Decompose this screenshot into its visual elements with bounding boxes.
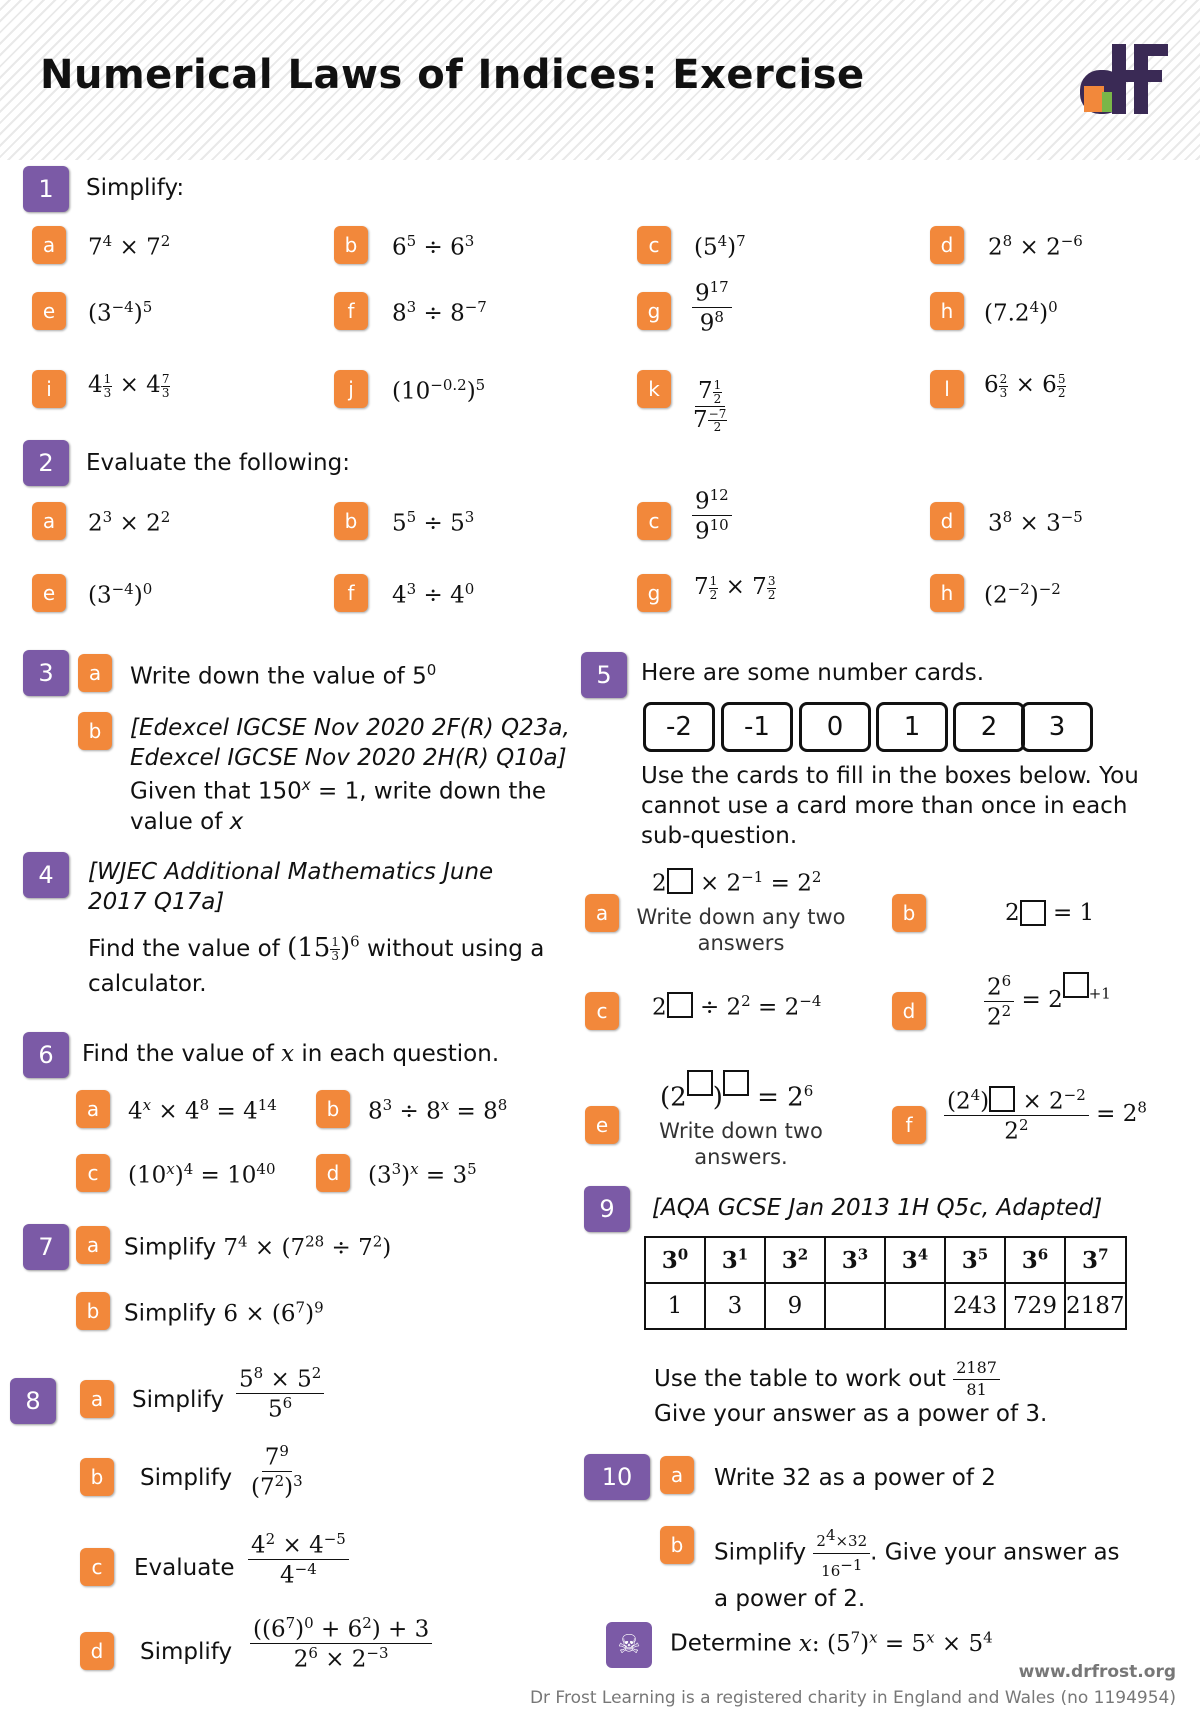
q1-part-e-badge: e	[32, 292, 66, 330]
q1f-expression: $8^3 \div 8^{-7}$	[392, 298, 487, 327]
q5e-note: Write down two answers.	[659, 1119, 823, 1170]
q2-prompt: Evaluate the following:	[86, 450, 350, 476]
q3-part-b-badge: b	[78, 712, 112, 750]
question-number-7: 7	[23, 1224, 69, 1270]
q1l-expression: 6 $\frac{2}{3}$ × 6 $\frac{5}{2}$	[984, 372, 1066, 400]
table-header-cell: $3^6$	[1005, 1237, 1065, 1283]
extension-text: Determine x: $(5^7)^x = 5^x \times 5^4$	[670, 1628, 993, 1657]
q1b-expression: $6^5 \div 6^3$	[392, 232, 475, 261]
q1e-expression: $(3^{-4})^5$	[88, 298, 153, 327]
q1-part-b-badge: b	[334, 226, 368, 264]
q5a-expression: $2 \times 2^{-1} = 2^2$	[652, 868, 822, 897]
skull-icon: ☠	[606, 1622, 652, 1668]
question-number-10: 10	[584, 1454, 650, 1500]
number-card: -2	[643, 702, 715, 752]
q5b-expression: 2 = 1	[1005, 900, 1095, 926]
table-cell: 1	[645, 1283, 705, 1329]
q8c-label: Evaluate	[134, 1555, 235, 1581]
q10b-text: Simplify $\frac{2^4\times 32}{16^{-1}}$ . Give your answer as a power of 2.	[714, 1526, 1120, 1612]
table-header-cell: $3^1$	[705, 1237, 765, 1283]
q10a-text: Write 32 as a power of 2	[714, 1465, 996, 1491]
q7b-text: Simplify $6 \times (6^7)^9$	[124, 1298, 324, 1327]
question-number-3: 3	[23, 650, 69, 696]
table-cell: 2187	[1065, 1283, 1126, 1329]
table-header-cell: $3^3$	[825, 1237, 885, 1283]
table-cell: 729	[1005, 1283, 1065, 1329]
q6-part-b-badge: b	[316, 1090, 350, 1128]
q5d-expression: $\frac{2^6}{2^2}$ = 2 $^{+1}$	[984, 972, 1111, 1030]
q5c-expression: $2 \div 2^2 = 2^{-4}$	[652, 992, 822, 1021]
q1c-expression: $(5^4)^7$	[694, 232, 746, 261]
q2h-expression: $(2^{-2})^{-2}$	[984, 580, 1061, 609]
q8d-label: Simplify	[140, 1639, 233, 1665]
q2-part-g-badge: g	[637, 574, 671, 612]
q9-instruction: Use the table to work out $\frac{2187}{81}$	[654, 1358, 1000, 1401]
q8b-label: Simplify	[140, 1465, 233, 1491]
footer-website: www.drfrost.org	[1018, 1662, 1176, 1682]
q6-part-d-badge: d	[316, 1154, 350, 1192]
table-cell: 243	[945, 1283, 1005, 1329]
q2c-expression: $\frac{9^{12}}{9^{10}}$	[692, 486, 732, 544]
q5a-note: Write down any two answers	[636, 905, 846, 956]
q1-part-a-badge: a	[32, 226, 66, 264]
table-cell	[885, 1283, 945, 1329]
svg-text:df: df	[1076, 40, 1077, 41]
q1-part-j-badge: j	[334, 370, 368, 408]
question-number-2: 2	[23, 440, 69, 486]
table-header-row	[645, 1237, 1126, 1283]
q8a-label: Simplify	[132, 1387, 225, 1413]
q1-part-g-badge: g	[637, 292, 671, 330]
drfrost-logo-icon	[1076, 40, 1172, 120]
q5-part-f-badge: f	[892, 1106, 926, 1144]
q7a-text: Simplify $7^4 \times (7^{28} \div 7^2)$	[124, 1232, 392, 1261]
question-number-6: 6	[23, 1032, 69, 1078]
number-card: -1	[721, 702, 793, 752]
number-card: 1	[876, 702, 948, 752]
q5-part-c-badge: c	[585, 992, 619, 1030]
q7-part-b-badge: b	[76, 1292, 110, 1330]
q1-part-i-badge: i	[32, 370, 66, 408]
q2f-expression: $4^3 \div 4^0$	[392, 580, 475, 609]
question-number-4: 4	[23, 852, 69, 898]
table-row	[645, 1283, 1126, 1329]
q5-prompt: Here are some number cards.	[641, 660, 985, 686]
q2b-expression: $5^5 \div 5^3$	[392, 508, 475, 537]
q1-part-c-badge: c	[637, 226, 671, 264]
q9-source: [AQA GCSE Jan 2013 1H Q5c, Adapted]	[652, 1195, 1103, 1221]
q2-part-c-badge: c	[637, 502, 671, 540]
q9-answer-format: Give your answer as a power of 3.	[654, 1401, 1048, 1427]
q2-part-e-badge: e	[32, 574, 66, 612]
table-cell: 9	[765, 1283, 825, 1329]
q3b-text: Given that $150^x = 1$, write down the value of x	[130, 776, 547, 835]
q6b-equation: $8^3 \div 8^x = 8^8$	[368, 1096, 508, 1125]
q1-part-h-badge: h	[930, 292, 964, 330]
q1-part-d-badge: d	[930, 226, 964, 264]
q2g-expression: 7 $\frac{1}{2}$ × 7 $\frac{3}{2}$	[694, 574, 776, 602]
q8-part-a-badge: a	[80, 1380, 114, 1418]
q2d-expression: $3^8 \times 3^{-5}$	[988, 508, 1083, 537]
q6c-equation: $(10^x)^4 = 10^{40}$	[128, 1160, 276, 1189]
q1j-expression: $(10^{-0.2})^5$	[392, 376, 486, 405]
q4-text: Find the value of (15 $\frac{1}{3}$ )$^6$ without using a calculator.	[88, 932, 545, 997]
q1g-expression: $\frac{9^{17}}{9^8}$	[692, 278, 732, 336]
q1-part-k-badge: k	[637, 370, 671, 408]
q3b-source: [Edexcel IGCSE Nov 2020 2F(R) Q23a, Edexcel IGCSE Nov 2020 2H(R) Q10a]	[130, 715, 570, 771]
table-header-cell: $3^2$	[765, 1237, 825, 1283]
q6-part-c-badge: c	[76, 1154, 110, 1192]
q5-instructions: Use the cards to fill in the boxes below. You cannot use a card more than once in each sub-question.	[641, 763, 1139, 849]
q2-part-b-badge: b	[334, 502, 368, 540]
q6d-equation: $(3^3)^x = 3^5$	[368, 1160, 477, 1189]
powers-of-3-table	[644, 1236, 1127, 1330]
q8-part-d-badge: d	[80, 1632, 114, 1670]
q2-part-f-badge: f	[334, 574, 368, 612]
question-number-8: 8	[10, 1378, 56, 1424]
q1h-expression: $(7.2^4)^0$	[984, 298, 1058, 327]
q1-prompt: Simplify:	[86, 175, 185, 201]
table-header-cell: $3^7$	[1065, 1237, 1126, 1283]
number-card: 2	[953, 702, 1025, 752]
q5-part-b-badge: b	[892, 894, 926, 932]
table-header-cell: $3^4$	[885, 1237, 945, 1283]
table-header-cell: $3^0$	[645, 1237, 705, 1283]
question-number-1: 1	[23, 166, 69, 212]
q7-part-a-badge: a	[76, 1226, 110, 1264]
q1-part-f-badge: f	[334, 292, 368, 330]
table-cell: 3	[705, 1283, 765, 1329]
question-number-9: 9	[584, 1186, 630, 1232]
q6-prompt: Find the value of x in each question.	[82, 1041, 500, 1067]
q4-source: [WJEC Additional Mathematics June 2017 Q17a]	[88, 859, 494, 915]
page-title: Numerical Laws of Indices: Exercise	[40, 52, 865, 98]
q8c-expression: $\frac{4^2 \times 4^{-5}}{4^{-4}}$	[248, 1530, 349, 1588]
q5e-expression: (2 ) = $2^6$	[660, 1070, 813, 1113]
q8-part-b-badge: b	[80, 1458, 114, 1496]
q1-part-l-badge: l	[930, 370, 964, 408]
q1d-expression: $2^8 \times 2^{-6}$	[988, 232, 1083, 261]
q8d-expression: $\frac{((6^7)^0 + 6^2) + 3}{2^6 \times 2^{-3}}$	[250, 1614, 432, 1672]
table-header-cell: $3^5$	[945, 1237, 1005, 1283]
question-number-5: 5	[581, 652, 627, 698]
q6a-equation: $4^x \times 4^8 = 4^{14}$	[128, 1096, 277, 1125]
q5-part-a-badge: a	[585, 894, 619, 932]
q1i-expression: 4 $\frac{1}{3}$ × 4 $\frac{7}{3}$	[88, 372, 170, 400]
q2a-expression: $2^3 \times 2^2$	[88, 508, 171, 537]
q2-part-a-badge: a	[32, 502, 66, 540]
q2-part-d-badge: d	[930, 502, 964, 540]
q10-part-a-badge: a	[660, 1456, 694, 1494]
q1a-expression: $7^4 \times 7^2$	[88, 232, 171, 261]
q3-part-a-badge: a	[78, 654, 112, 692]
number-card: 0	[799, 702, 871, 752]
q1k-expression: 7 $\frac{1}{2}$ 7 $\frac{-7}{2}$	[693, 378, 727, 435]
q3a-text: Write down the value of $5^0$	[130, 661, 437, 690]
q2e-expression: $(3^{-4})^0$	[88, 580, 153, 609]
q5-part-d-badge: d	[892, 992, 926, 1030]
q8-part-c-badge: c	[80, 1548, 114, 1586]
q8b-expression: $\frac{7^9}{(7^2)^3}$	[251, 1442, 303, 1501]
q10-part-b-badge: b	[660, 1526, 694, 1564]
q5f-expression: $\frac{(2^4) \times 2^{-2}}{2^2}$ = $2^8$	[944, 1086, 1147, 1144]
q5-part-e-badge: e	[585, 1106, 619, 1144]
q6-part-a-badge: a	[76, 1090, 110, 1128]
number-card: 3	[1021, 702, 1093, 752]
footer-charity-notice: Dr Frost Learning is a registered charity in England and Wales (no 1194954)	[529, 1688, 1176, 1708]
table-cell	[825, 1283, 885, 1329]
q2-part-h-badge: h	[930, 574, 964, 612]
q8a-expression: $\frac{5^8 \times 5^2}{5^6}$	[236, 1364, 324, 1422]
